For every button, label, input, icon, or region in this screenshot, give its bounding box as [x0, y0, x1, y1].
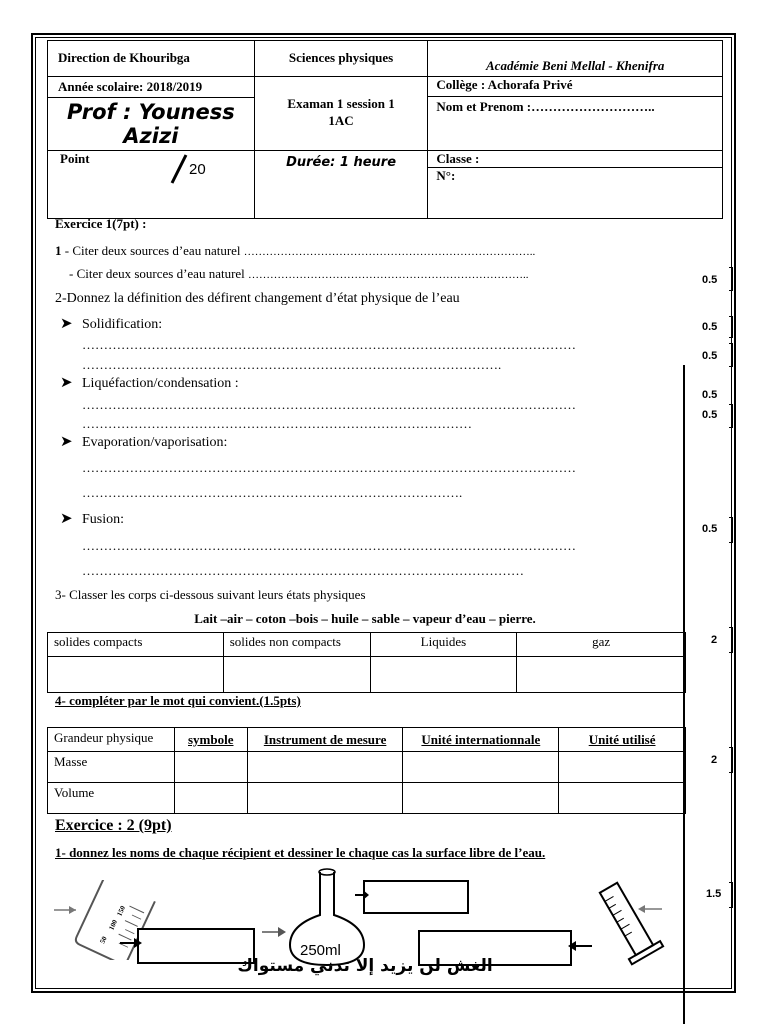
answer-cell[interactable] — [403, 783, 559, 814]
score-bracket — [729, 404, 733, 428]
exam-cell — [254, 77, 428, 151]
answer-cell[interactable] — [48, 657, 224, 693]
answer-cell[interactable] — [247, 783, 403, 814]
exam-level: 1AC — [328, 113, 354, 128]
col-header: symbole — [174, 728, 247, 752]
q1b-answer-line: ………………………………………………………………….. — [248, 269, 529, 281]
score-value: 2 — [711, 634, 718, 646]
academy-cell: Académie Beni Mellal - Khenifra — [428, 41, 723, 77]
item-fusion: Fusion: — [82, 512, 125, 527]
exam-title: Examan 1 session 1 — [287, 96, 395, 111]
q1a-answer-line: …………………………………………………………………….. — [243, 246, 536, 258]
row-label: Masse — [48, 752, 175, 783]
row-label: Volume — [48, 783, 175, 814]
score-bracket — [729, 882, 733, 908]
point-label: Point — [60, 151, 90, 166]
answer-cell[interactable] — [247, 752, 403, 783]
q1a-text: - Citer deux sources d’eau naturel — [61, 243, 241, 258]
prof-name: Prof : Youness Azizi — [66, 100, 235, 148]
arrow-bullet-icon: ➤ — [60, 314, 73, 332]
number-label: N°: — [436, 168, 456, 183]
quantities-table — [47, 727, 686, 814]
direction-cell: Direction de Khouribga — [48, 41, 255, 77]
answer-line: ………………………………………………………………………………………… — [82, 563, 524, 578]
header-table — [47, 40, 723, 219]
col-header: Liquides — [370, 633, 517, 657]
col-header: Instrument de mesure — [247, 728, 403, 752]
class-cell — [428, 151, 723, 219]
beaker-mark: 100 — [107, 918, 120, 932]
year-prof-cell — [48, 77, 255, 151]
exercise1-title: Exercice 1(7pt) : — [55, 216, 147, 231]
class-label: Classe : — [428, 151, 722, 168]
question1a — [55, 243, 535, 259]
graduated-cylinder-drawing — [590, 880, 670, 970]
score-bracket — [729, 747, 733, 773]
col-header: Unité utilisé — [559, 728, 686, 752]
answer-cell[interactable] — [174, 752, 247, 783]
duration: Durée: 1 heure — [254, 151, 428, 219]
answer-cell[interactable] — [559, 783, 686, 814]
beaker-mark: 50 — [98, 935, 109, 945]
answer-cell[interactable] — [403, 752, 559, 783]
q1-number: 1 — [55, 243, 62, 258]
score-value: 0.5 — [702, 523, 718, 535]
score-value: 1.5 — [706, 888, 722, 900]
answer-line: …………………………………………………………………………………………………… — [82, 337, 576, 352]
col-header: solides non compacts — [223, 633, 370, 657]
item-evaporation: Evaporation/vaporisation: — [82, 435, 228, 450]
question2: 2-Donnez la définition des défirent changement d’état physique de l’eau — [55, 291, 460, 306]
score-value: 0.5 — [702, 274, 718, 286]
answer-cell[interactable] — [517, 657, 686, 693]
item-solidification: Solidification: — [82, 317, 163, 332]
score-bracket — [729, 316, 733, 338]
exercise2-question1: 1- donnez les noms de chaque récipient et dessiner le chaque cas la surface libre de l’eau. — [55, 845, 546, 860]
footer-motto: الغش لن يزيد إلا تدني مستواك — [237, 956, 493, 976]
col-header: Grandeur physique — [48, 728, 175, 752]
question4: 4- compléter par le mot qui convient.(1.5pts) — [55, 693, 301, 708]
col-header: gaz — [517, 633, 686, 657]
arrow-bullet-icon: ➤ — [60, 373, 73, 391]
score-bracket — [729, 627, 733, 653]
point-cell — [48, 151, 255, 219]
score-value: 0.5 — [702, 350, 718, 362]
materials-list: Lait –air – coton –bois – huile – sable – vapeur d’eau – pierre. — [194, 611, 536, 626]
answer-line: ……………………………………………………………………………… — [82, 416, 472, 431]
score-value: 0.5 — [702, 389, 718, 401]
score-value: 2 — [711, 754, 718, 766]
score-value: 0.5 — [702, 321, 718, 333]
score-bracket — [729, 267, 733, 291]
college: Collège : Achorafa Privé — [428, 77, 722, 97]
student-name-field: Nom et Prenom :……………………….. — [436, 99, 655, 114]
score-bracket — [729, 343, 733, 367]
states-table — [47, 632, 686, 693]
answer-line: …………………………………………………………………………………………………… — [82, 538, 576, 553]
answer-cell[interactable] — [223, 657, 370, 693]
answer-cell[interactable] — [370, 657, 517, 693]
answer-line: ……………………………………………………………………………………. — [82, 357, 502, 372]
col-header: solides compacts — [48, 633, 224, 657]
margin-line — [683, 365, 685, 1024]
arrow-icon — [262, 926, 286, 938]
answer-box[interactable] — [363, 880, 469, 914]
subject-cell: Sciences physiques — [254, 41, 428, 77]
arrow-bullet-icon: ➤ — [60, 432, 73, 450]
item-liquefaction: Liquéfaction/condensation : — [82, 376, 239, 391]
score-value: 0.5 — [702, 409, 718, 421]
col-header: Unité internationnale — [403, 728, 559, 752]
question1b — [69, 266, 529, 282]
arrow-icon — [120, 937, 142, 949]
q1b-text: - Citer deux sources d’eau naturel — [69, 266, 245, 281]
flask-label: 250ml — [300, 942, 341, 959]
answer-cell[interactable] — [174, 783, 247, 814]
exercise2-title: Exercice : 2 (9pt) — [55, 817, 172, 834]
answer-line: ……………………………………………………………………………. — [82, 485, 463, 500]
college-name-cell — [428, 77, 723, 151]
score-bracket — [729, 517, 733, 543]
score-total: 20 — [189, 161, 206, 178]
answer-line: …………………………………………………………………………………………………… — [82, 397, 576, 412]
school-year: Année scolaire: 2018/2019 — [48, 77, 254, 98]
question3: 3- Classer les corps ci-dessous suivant leurs états physiques — [55, 587, 366, 602]
beaker-mark: 150 — [115, 904, 128, 918]
arrow-icon — [568, 938, 592, 954]
answer-line: …………………………………………………………………………………………………… — [82, 460, 576, 475]
arrow-icon — [355, 888, 369, 902]
answer-cell[interactable] — [559, 752, 686, 783]
arrow-bullet-icon: ➤ — [60, 509, 73, 527]
